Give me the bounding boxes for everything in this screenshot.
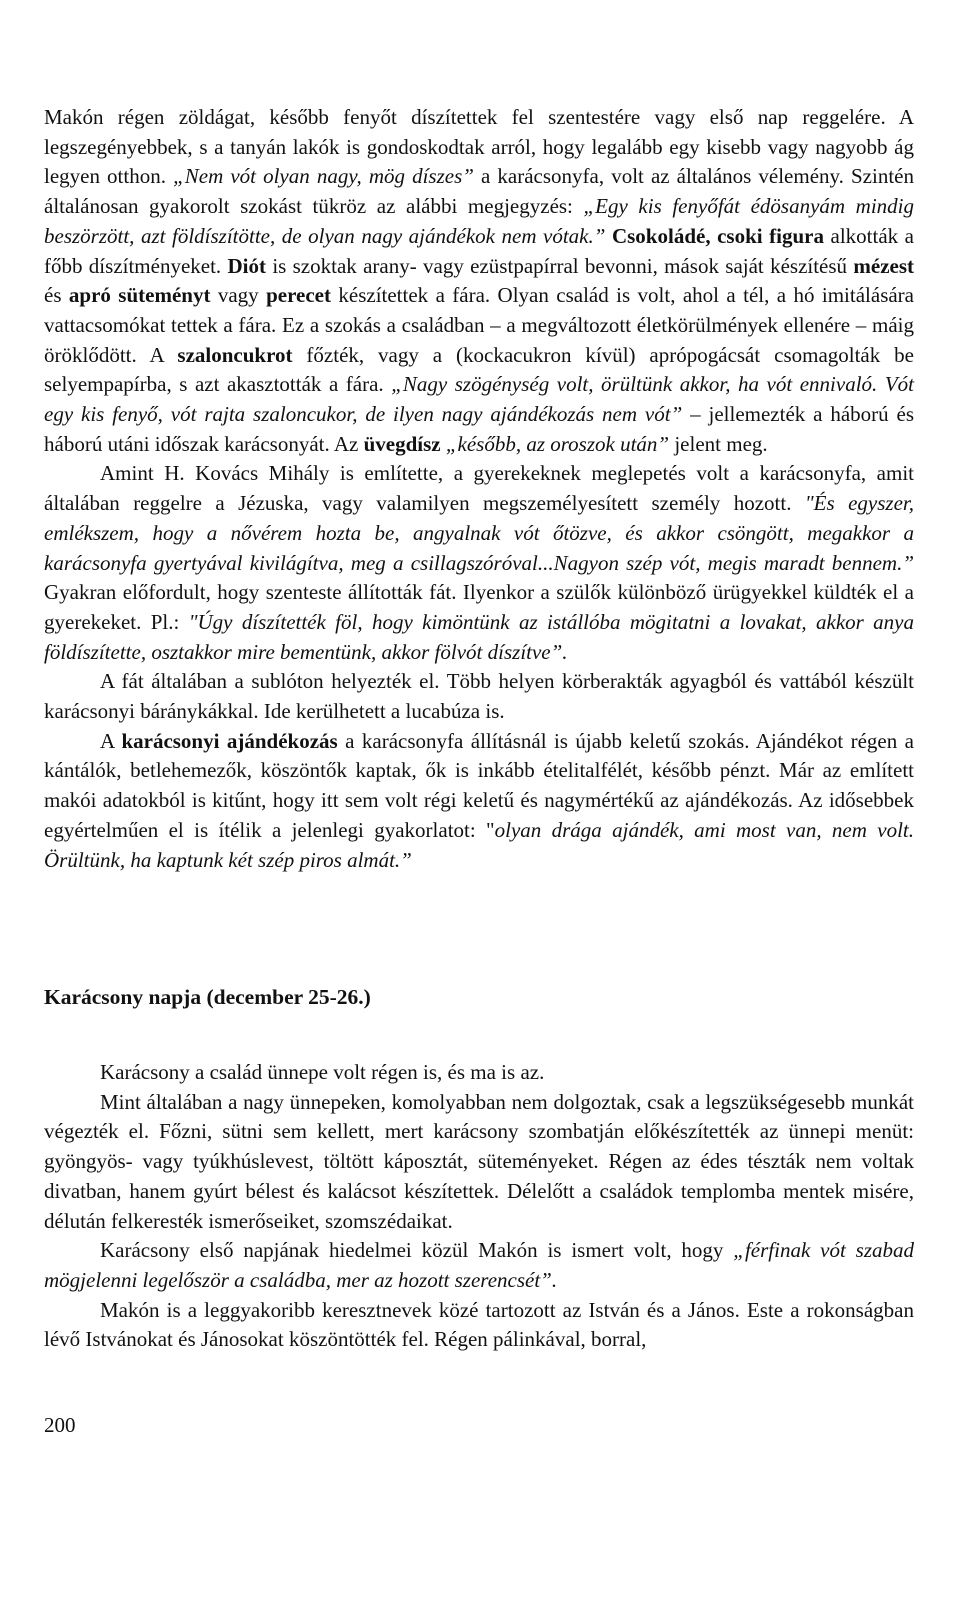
paragraph <box>44 1058 914 1088</box>
italic-quote: "Úgy díszítették föl, hogy kimöntünk az istállóba mögitatni a lovakat, akkor anya földíszítette, osztakkor mire bementünk, akkor fölvót díszítve”. <box>44 609 914 664</box>
italic-quote: „férfinak vót szabad mögjelenni legelőször a családba, mer az hozott szerencsét”. <box>44 1238 914 1292</box>
text-run: – jellemezték a háború és háború utáni időszak karácsonyát. Az <box>44 402 915 456</box>
bold-text: szaloncukrot <box>177 342 293 367</box>
bold-text: Csokoládé, csoki figura <box>611 223 824 248</box>
text-run: a karácsonyfa állításnál is újabb keletű szokás. Ajándékot régen a kántálók, betlehemezők, köszöntők kaptak, ők is inkább ételitalfélét, később pénzt. Már az említett makói adatokból is kitűnt, hogy itt sem volt régi keletű és nagymértékű az ajándékozás. Az idősebbek egyértelműen el is ítélik a jelenlegi gyakorlatot: " <box>44 728 914 842</box>
bold-text: karácsonyi ajándékozás <box>121 728 338 753</box>
body-text-lower <box>44 1058 914 1355</box>
text-run: és <box>44 283 69 308</box>
paragraph <box>44 103 914 459</box>
paragraph <box>44 1296 914 1355</box>
text-run: a karácsonyfa, volt az általános vélemény. Szintén általánosan gyakorolt szokást tükröz az alábbi megjegyzés: <box>44 164 914 219</box>
body-text-upper <box>44 103 914 875</box>
text-run: vagy <box>210 283 267 308</box>
paragraph <box>44 727 914 876</box>
bold-text: apró süteményt <box>68 283 211 308</box>
text-run: készítettek a fára. Olyan család is volt, ahol a tél, a hó imitálására vattacsomókat tettek a fára. Ez a szokás a családban – a megváltozott életkörülmények ellenére – máig öröklődött. A <box>44 283 914 367</box>
paragraph <box>44 1236 914 1295</box>
text-run: Karácsony a család ünnepe volt régen is, és ma is az. <box>100 1060 545 1084</box>
italic-quote: "És egyszer, emlékszem, hogy a nővérem hozta be, angyalnak vót őtözve, és akkor csöngött, megakkor a karácsonyfa gyertyával kivilágítva, meg a csillagszóróval...Nagyon szép vót, megis maradt bennem.” <box>44 491 914 575</box>
text-run: A fát általában a sublóton helyezték el. Több helyen körberakták agyagból és vattából készült karácsonyi báránykákkal. Ide kerülhetett a lucabúza is. <box>44 669 914 724</box>
italic-quote: „Nem vót olyan nagy, mög díszes” <box>173 164 474 189</box>
text-run: is szoktak arany- vagy ezüstpapírral bevonni, mások saját készítésű <box>266 253 854 278</box>
bold-text: mézest <box>853 253 914 278</box>
bold-text: üvegdísz <box>363 431 441 456</box>
text-run: Mint általában a nagy ünnepeken, komolyabban nem dolgoztak, csak a legszükségesebb munkát végezték el. Főzni, sütni sem kellett, mert karácsony szombatján előkészítették az ünnepi menüt: gyöngyös- vagy tyúkhúslevest, töltött káposztát, süteményeket. Régen az édes tészták nem voltak divatban, hanem gyúrt bélest és kalácsot készítettek. Délelőtt a családok templomba mentek misére, délután felkeresték ismerőseiket, szomszédaikat. <box>44 1089 914 1233</box>
bold-text: Diót <box>227 253 266 278</box>
text-run: Makón is a leggyakoribb keresztnevek közé tartozott az István és a János. Este a rokonságban lévő Istvánokat és Jánosokat köszöntötték fel. Régen pálinkával, borral, <box>44 1297 914 1352</box>
paragraph <box>44 1088 914 1237</box>
text-run: Karácsony első napjának hiedelmei közül Makón is ismert volt, hogy <box>100 1238 734 1263</box>
text-run: alkották a főbb díszítményeket. <box>44 223 914 278</box>
paragraph <box>44 459 914 667</box>
page-number: 200 <box>44 1413 76 1437</box>
italic-quote: olyan drága ajándék, ami most van, nem volt. Örültünk, ha kaptunk két szép piros almát.” <box>44 817 914 872</box>
paragraph <box>44 667 914 726</box>
italic-quote: „később, az oroszok után” <box>445 431 670 456</box>
text-run: Makón régen zöldágat, később fenyőt díszítettek fel szentestére vagy első nap reggelére. A legszegényebbek, s a tanyán lakók is gondoskodtak arról, hogy legalább egy kisebb vagy nagyobb ág legyen otthon. <box>44 105 914 189</box>
section-heading: Karácsony napja (december 25-26.) <box>44 985 371 1009</box>
text-run: Amint H. Kovács Mihály is említette, a gyerekeknek meglepetés volt a karácsonyfa, amit általában reggelre a Jézuska, vagy valamilyen megszemélyesített személy hozott. <box>44 461 914 516</box>
text-run: A <box>100 728 122 753</box>
italic-quote: „Egy kis fenyőfát édösanyám mindig beszörzött, azt földíszítötte, de olyan nagy ajándékok nem vótak.” <box>44 194 914 248</box>
text-run: főzték, vagy a (kockacukron kívül) aprópogácsát csomagolták be selyempapírba, s azt akasztották a fára. <box>44 342 914 397</box>
bold-text: perecet <box>266 283 331 308</box>
text-run: jelent meg. <box>669 431 768 456</box>
text-run: Gyakran előfordult, hogy szenteste állították fát. Ilyenkor a szülők különböző ürügyekkel küldték el a gyerekeket. Pl.: <box>44 580 914 634</box>
italic-quote: „Nagy szögénység volt, örültünk akkor, ha vót ennivaló. Vót egy kis fenyő, vót rajta szaloncukor, de ilyen nagy ajándékozás nem vót” <box>44 372 914 427</box>
